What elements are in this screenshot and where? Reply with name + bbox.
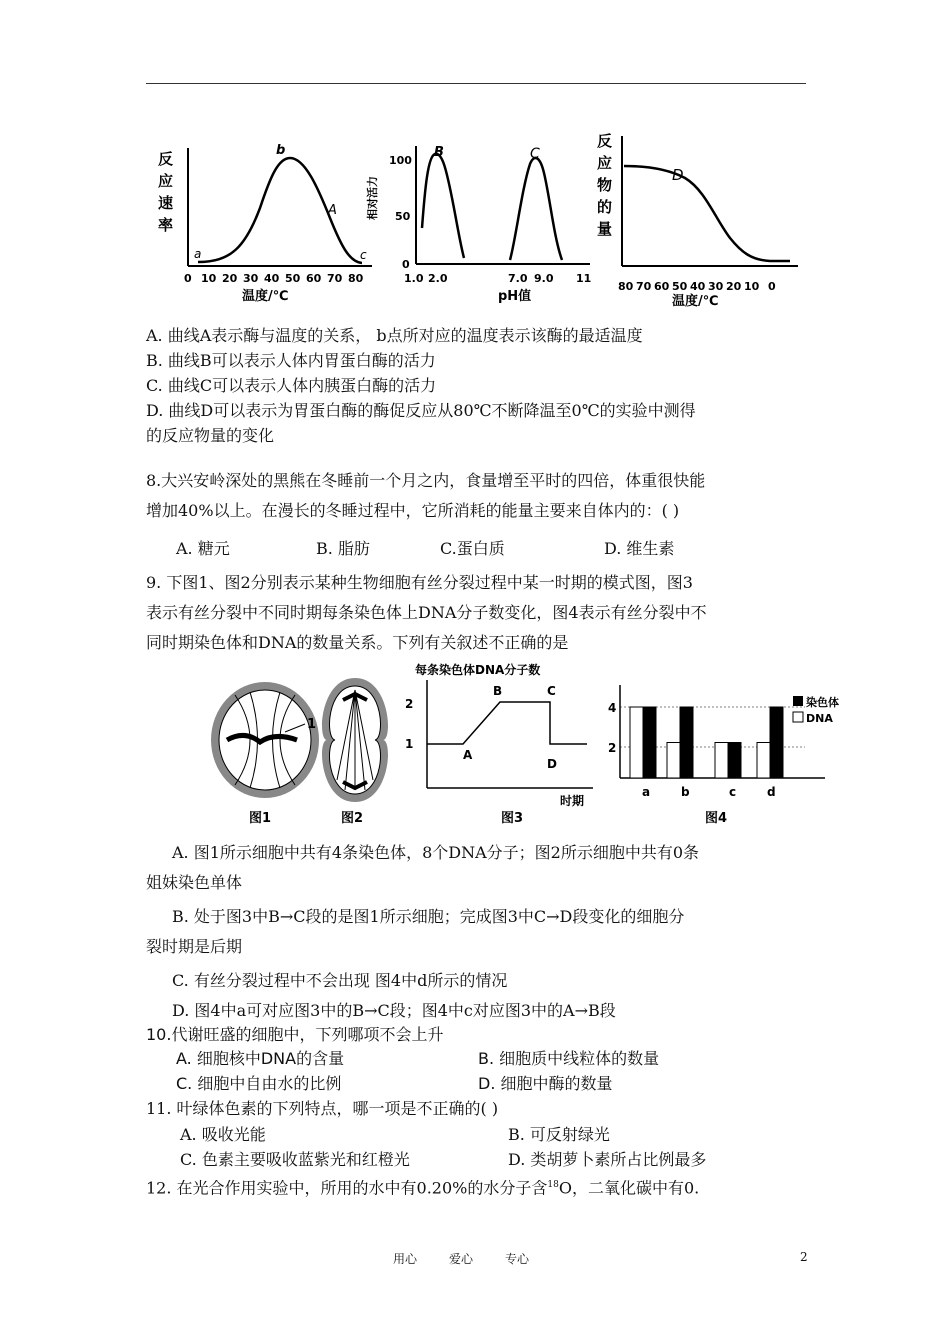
graph1-ylabel-1: 应 — [158, 172, 174, 190]
label-a: a — [194, 247, 202, 261]
fig4-bar-chromosome — [680, 707, 693, 778]
graph-ph-activity — [365, 145, 591, 304]
graph1-xtick: 80 — [348, 272, 364, 285]
footer-word-3: 专心 — [505, 1252, 530, 1266]
graph2-xtick: 7.0 — [508, 272, 528, 285]
graph3-xtick: 40 — [690, 280, 706, 293]
fig4-category: d — [767, 785, 776, 799]
graph1-xtick: 10 — [201, 272, 217, 285]
legend-chromosome-swatch — [793, 696, 803, 706]
graph3-ylabel-4: 量 — [597, 220, 613, 238]
fig4-bar-dna — [630, 707, 643, 778]
graph2-xlabel: pH值 — [498, 289, 532, 304]
legend-dna-swatch — [793, 712, 803, 722]
q9-stem-line1: 9. 下图1、图2分别表示某种生物细胞有丝分裂过程中某一时期的模式图，图3 — [146, 573, 693, 592]
q8-option-a: A. 糖元 — [176, 539, 230, 558]
q7-option-a: A. 曲线A表示酶与温度的关系， b点所对应的温度表示该酶的最适温度 — [146, 326, 643, 345]
graph-reactant-amount — [597, 132, 798, 308]
q10-option-b: B. 细胞质中线粒体的数量 — [478, 1049, 660, 1068]
fig3-point-c: C — [547, 684, 556, 698]
fig4-bar-chromosome — [643, 707, 656, 778]
graph3-xlabel: 温度/℃ — [672, 294, 719, 308]
curve-c — [510, 158, 562, 260]
graph3-xtick: 70 — [636, 280, 652, 293]
q9-option-b: B. 处于图3中B→C段的是图1所示细胞；完成图3中C→D段变化的细胞分 — [172, 907, 685, 926]
graph1-xtick: 70 — [327, 272, 343, 285]
graph3-xtick: 20 — [726, 280, 742, 293]
mitosis-figure — [205, 660, 845, 830]
fig3-ylabel: 每条染色体DNA分子数 — [415, 663, 541, 677]
label-curve-a: A — [328, 203, 337, 218]
graph3-xtick: 30 — [708, 280, 724, 293]
graph1-xtick: 40 — [264, 272, 280, 285]
enzyme-graphs-figure — [150, 128, 810, 308]
graph3-ylabel-3: 的 — [597, 198, 613, 216]
q9-option-c: C. 有丝分裂过程中不会出现 图4中d所示的情况 — [172, 971, 508, 990]
q9-option-a-cont: 姐妹染色单体 — [146, 873, 243, 892]
q10-option-c: C. 细胞中自由水的比例 — [176, 1074, 342, 1093]
fig2-cell — [322, 678, 388, 826]
fig4-legend-dna: DNA — [806, 712, 833, 725]
graph2-xtick: 11 — [576, 272, 592, 285]
q12-stem — [146, 1174, 699, 1199]
header-rule — [146, 83, 806, 84]
label-b: b — [276, 143, 286, 158]
graph2-ytick: 0 — [402, 258, 410, 271]
q8-stem-line2: 增加40%以上。在漫长的冬睡过程中，它所消耗的能量主要来自体内的：( ) — [146, 501, 680, 520]
graph1-xlabel: 温度/℃ — [242, 289, 289, 304]
q9-option-b-cont: 裂时期是后期 — [146, 937, 243, 956]
graph3-xtick: 0 — [768, 280, 776, 293]
graph2-xtick: 1.0 — [404, 272, 424, 285]
graph2-ylabel: 相对活力 — [366, 176, 379, 220]
graph3-ylabel-2: 物 — [597, 176, 613, 194]
footer-word-1: 用心 — [393, 1252, 418, 1266]
fig3-point-b: B — [493, 684, 503, 698]
q8-option-b: B. 脂肪 — [316, 539, 370, 558]
graph1-ylabel-2: 速 — [158, 194, 174, 212]
graph2-xtick: 2.0 — [428, 272, 448, 285]
q10-option-d: D. 细胞中酶的数量 — [478, 1074, 613, 1093]
fig3-ytick: 2 — [405, 697, 414, 711]
fig3-ytick: 1 — [405, 737, 414, 751]
label-curve-c: C — [530, 146, 540, 162]
graph1-xtick: 20 — [222, 272, 238, 285]
q11-option-b: B. 可反射绿光 — [508, 1125, 610, 1144]
graph1-ylabel-0: 反 — [158, 150, 174, 168]
fig1-cell — [211, 682, 319, 826]
q8-option-c: C.蛋白质 — [440, 539, 505, 558]
q11-stem: 11. 叶绿体色素的下列特点，哪一项是不正确的( ) — [146, 1099, 499, 1118]
curve-b — [422, 154, 464, 258]
graph3-ylabel-1: 应 — [597, 154, 613, 172]
q9-stem-line2: 表示有丝分裂中不同时期每条染色体上DNA分子数变化，图4表示有丝分裂中不 — [146, 603, 707, 622]
q10-option-a: A. 细胞核中DNA的含量 — [176, 1049, 345, 1068]
label-c: c — [360, 248, 367, 262]
graph2-ytick: 50 — [395, 210, 411, 223]
q12-superscript: 18 — [547, 1180, 559, 1190]
fig4-legend-chromosome: 染色体 — [806, 696, 839, 709]
graph2-ytick: 100 — [389, 154, 412, 167]
footer-word-2: 爱心 — [449, 1252, 474, 1266]
fig3-xlabel: 时期 — [560, 794, 585, 808]
fig4-bar-dna — [757, 743, 770, 779]
fig4-ytick: 4 — [608, 701, 617, 715]
fig3-point-a: A — [463, 748, 473, 762]
graph1-xtick: 60 — [306, 272, 322, 285]
q7-option-d: D. 曲线D可以表示为胃蛋白酶的酶促反应从80℃不断降温至0℃的实验中测得 — [146, 401, 696, 420]
fig3-line-chart — [405, 662, 593, 826]
q9-option-a: A. 图1所示细胞中共有4条染色体，8个DNA分子；图2所示细胞中共有0条 — [172, 843, 700, 862]
fig3-series-line — [427, 702, 587, 744]
q10-stem: 10.代谢旺盛的细胞中，下列哪项不会上升 — [146, 1025, 444, 1044]
fig1-caption: 图1 — [249, 811, 272, 826]
fig4-ytick: 2 — [608, 741, 617, 755]
fig1-pointer: 1 — [307, 717, 317, 732]
fig4-category: a — [642, 785, 651, 799]
graph3-xtick: 80 — [618, 280, 634, 293]
graph-temperature-rate — [158, 143, 372, 304]
q11-option-d: D. 类胡萝卜素所占比例最多 — [508, 1150, 707, 1169]
q7-option-b: B. 曲线B可以表示人体内胃蛋白酶的活力 — [146, 351, 436, 370]
q11-option-a: A. 吸收光能 — [180, 1125, 266, 1144]
q7-option-d-cont: 的反应物量的变化 — [146, 426, 275, 445]
q9-stem-line3: 同时期染色体和DNA的数量关系。下列有关叙述不正确的是 — [146, 633, 569, 652]
graph1-xtick: 50 — [285, 272, 301, 285]
fig3-caption: 图3 — [501, 811, 524, 826]
q12-stem-part1: 12. 在光合作用实验中，所用的水中有0.20%的水分子含 — [146, 1178, 548, 1198]
fig4-bar-chart — [608, 685, 839, 826]
fig4-bar-chromosome — [728, 743, 741, 779]
graph3-ylabel-0: 反 — [597, 132, 613, 150]
graph2-xtick: 9.0 — [534, 272, 554, 285]
graph3-xtick: 10 — [744, 280, 760, 293]
fig2-caption: 图2 — [341, 811, 364, 826]
fig4-bar-chromosome — [770, 707, 783, 778]
q8-stem-line1: 8.大兴安岭深处的黑熊在冬睡前一个月之内，食量增至平时的四倍，体重很快能 — [146, 471, 706, 490]
q11-option-c: C. 色素主要吸收蓝紫光和红橙光 — [180, 1150, 410, 1169]
q9-option-d: D. 图4中a可对应图3中的B→C段；图4中c对应图3中的A→B段 — [172, 1001, 616, 1020]
fig4-bar-dna — [667, 743, 680, 779]
graph1-xtick: 0 — [184, 272, 192, 285]
graph3-xtick: 60 — [654, 280, 670, 293]
q12-stem-part2: O，二氧化碳中有0. — [558, 1178, 700, 1198]
q8-option-d: D. 维生素 — [604, 539, 675, 558]
q7-option-c: C. 曲线C可以表示人体内胰蛋白酶的活力 — [146, 376, 437, 395]
graph3-xtick: 50 — [672, 280, 688, 293]
page-number: 2 — [800, 1250, 808, 1264]
label-curve-b: B — [434, 145, 444, 160]
fig4-caption: 图4 — [705, 811, 728, 826]
label-curve-d: D — [672, 166, 684, 184]
fig4-category: b — [681, 785, 690, 799]
fig4-category: c — [729, 785, 737, 799]
fig4-bar-dna — [715, 743, 728, 779]
curve-a — [198, 158, 362, 263]
fig3-point-d: D — [547, 757, 557, 771]
graph1-ylabel-3: 率 — [158, 216, 174, 234]
curve-d — [624, 166, 790, 261]
graph1-xtick: 30 — [243, 272, 259, 285]
